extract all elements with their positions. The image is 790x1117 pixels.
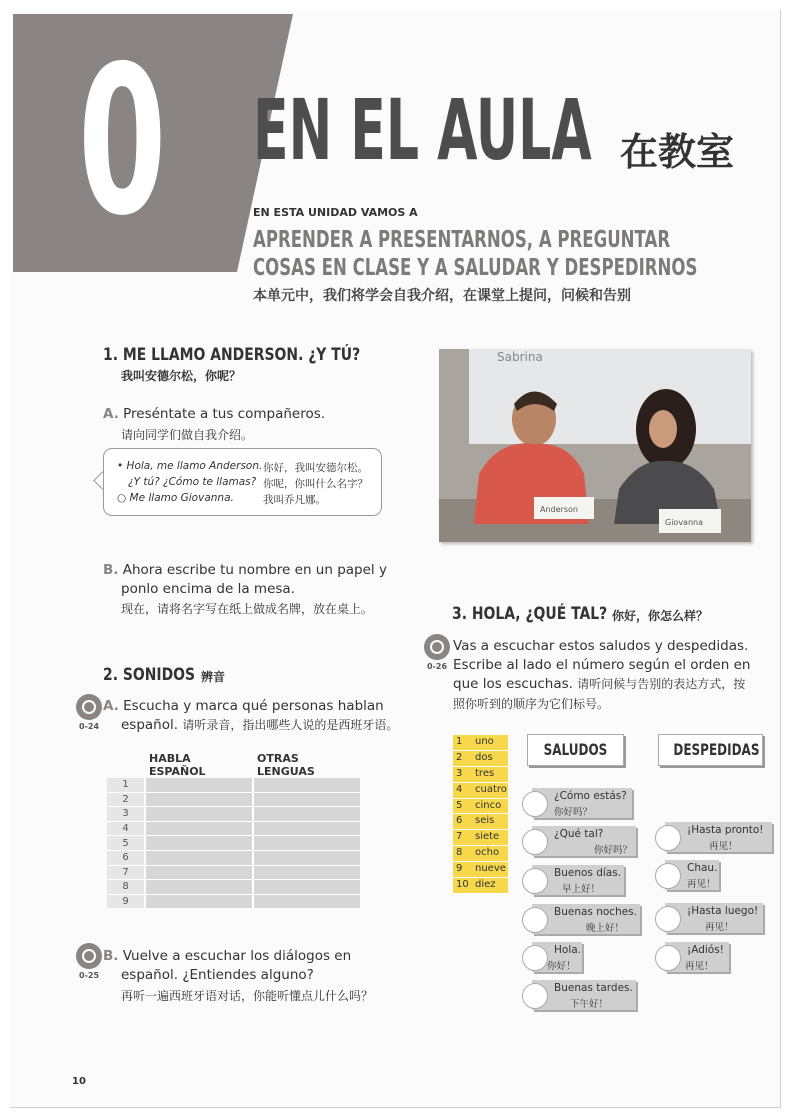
despedidas-card — [658, 734, 763, 766]
table-row — [107, 836, 360, 851]
number-digit: 1 — [456, 736, 463, 747]
audio-track-number: 0-26 — [427, 662, 448, 671]
section3-title-cn: 你好，你怎么样？ — [612, 609, 709, 623]
dialog-es: ¿Y tú? ¿Cómo te llamas? — [128, 476, 257, 488]
section3-text1: Vas a escuchar estos saludos y despedidas. — [453, 638, 749, 654]
dialog-zh-1: 你好，我叫安德尔松。 — [263, 462, 368, 474]
despedidas-title: DESPEDIDAS — [673, 740, 760, 759]
row-number: 1 — [107, 778, 145, 792]
section2-title-cn: 辨音 — [201, 670, 226, 684]
answer-cell[interactable] — [253, 792, 360, 807]
row-number: 6 — [107, 850, 145, 865]
dialog-line-3 — [117, 492, 234, 504]
answer-circle[interactable] — [655, 906, 681, 932]
table-row — [107, 865, 360, 880]
saludo-pill — [532, 904, 640, 934]
section2-a-line2 — [121, 716, 398, 735]
table-header-row — [107, 752, 360, 778]
answer-circle[interactable] — [522, 791, 548, 817]
dialog-zh-2: 你呢，你叫什么名字？ — [263, 478, 368, 490]
section2-b-text2: español. ¿Entiendes alguno? — [121, 967, 314, 983]
section1-b-cn: 现在，请将名字写在纸上做成名牌，放在桌上。 — [121, 602, 374, 616]
table-row — [107, 894, 360, 909]
table-row — [107, 807, 360, 822]
answer-cell[interactable] — [253, 894, 360, 909]
answer-cell[interactable] — [253, 880, 360, 895]
section2-b — [103, 947, 351, 966]
section2-a-text1: Escucha y marca qué personas hablan — [123, 698, 384, 714]
saludo-pill — [532, 865, 624, 895]
section1-title-cn: 我叫安德尔松，你呢？ — [121, 369, 242, 383]
answer-circle[interactable] — [522, 829, 548, 855]
number-list — [453, 735, 508, 894]
dialog-line-1 — [117, 460, 262, 472]
despedida-es: ¡Hasta luego! — [687, 905, 759, 917]
number-digit: 4 — [456, 783, 463, 795]
section3-text3-es: que los escuchas. — [453, 676, 573, 692]
answer-cell[interactable] — [145, 807, 253, 822]
despedida-pill — [665, 822, 772, 852]
row-number: 8 — [107, 880, 145, 895]
saludo-pill — [532, 826, 636, 856]
despedida-zh: 再见！ — [709, 841, 738, 852]
list-item — [453, 751, 508, 767]
board-text: Sabrina — [497, 350, 543, 364]
table-row — [107, 792, 360, 807]
number-digit: 5 — [456, 799, 463, 811]
section1-b-text2: ponlo encima de la mesa. — [121, 581, 295, 597]
audio-icon[interactable] — [424, 634, 450, 660]
saludo-zh: 你好吗？ — [554, 807, 593, 818]
answer-cell[interactable] — [145, 778, 253, 792]
table-row — [107, 778, 360, 792]
section1-b — [103, 561, 387, 580]
list-item — [453, 735, 508, 751]
answer-cell[interactable] — [253, 865, 360, 880]
list-item — [453, 878, 508, 894]
answer-cell[interactable] — [145, 865, 253, 880]
classroom-photo-illustration — [439, 349, 751, 542]
section2-a-text2: español. — [121, 717, 179, 733]
saludos-card — [527, 734, 624, 766]
despedida-zh: 再见！ — [687, 879, 716, 890]
number-word: tres — [475, 767, 495, 779]
section1-a — [103, 405, 325, 424]
intro-cn: 本单元中，我们将学会自我介绍，在课堂上提问，问候和告别 — [253, 288, 631, 304]
number-word: siete — [475, 831, 500, 843]
answer-cell[interactable] — [145, 836, 253, 851]
intro-objectives — [253, 226, 697, 282]
dialog-es: Hola, me llamo Anderson. — [126, 460, 263, 472]
number-word: seis — [475, 815, 495, 827]
saludo-es: ¿Cómo estás? — [554, 790, 627, 802]
section1-a-cn: 请向同学们做自我介绍。 — [121, 428, 254, 442]
answer-circle[interactable] — [522, 983, 548, 1009]
table-row — [107, 880, 360, 895]
audio-icon[interactable] — [76, 694, 102, 720]
bullet-hollow-icon: ○ — [117, 492, 127, 504]
classroom-photo — [439, 349, 751, 542]
row-number: 9 — [107, 894, 145, 909]
number-word: dos — [475, 751, 493, 763]
list-item — [453, 783, 508, 799]
letter-a: A. — [103, 406, 119, 422]
dialog-zh-3: 我叫乔凡娜。 — [263, 494, 326, 506]
number-digit: 2 — [456, 751, 463, 763]
unit-number: 0 — [78, 23, 167, 261]
intro-line-2: COSAS EN CLASE Y A SALUDAR Y DESPEDIRNOS — [253, 255, 698, 281]
number-word: nueve — [475, 863, 506, 875]
answer-cell[interactable] — [145, 821, 253, 836]
list-item — [453, 767, 508, 783]
section2-b-cn: 再听一遍西班牙语对话，你能听懂点儿什么吗？ — [121, 989, 374, 1003]
number-word: cuatro — [475, 783, 507, 795]
number-digit: 3 — [456, 767, 463, 779]
despedida-pill — [665, 903, 763, 933]
answer-cell[interactable] — [253, 850, 360, 865]
section3-text3-cn: 请听问候与告别的表达方式，按 — [577, 677, 746, 691]
number-word: diez — [475, 879, 496, 891]
answer-cell[interactable] — [253, 821, 360, 836]
despedida-pill — [665, 860, 719, 890]
answer-cell[interactable] — [145, 792, 253, 807]
audio-icon[interactable] — [76, 943, 102, 969]
list-item — [453, 814, 508, 830]
table-row — [107, 821, 360, 836]
section2-title: 2. SONIDOS — [103, 665, 196, 685]
letter-b: B. — [103, 948, 119, 964]
bullet-filled-icon: • — [117, 460, 124, 472]
unit-title: EN EL AULA — [253, 81, 592, 179]
answer-circle[interactable] — [522, 907, 548, 933]
saludo-es: Buenas tardes. — [554, 982, 633, 994]
saludo-pill — [532, 980, 636, 1010]
saludo-zh: 你好！ — [547, 961, 576, 972]
name-card-left: Anderson — [540, 505, 578, 514]
row-number: 2 — [107, 792, 145, 807]
despedida-es: ¡Hasta pronto! — [687, 824, 764, 836]
number-digit: 8 — [456, 847, 463, 859]
saludo-pill — [532, 788, 632, 818]
answer-cell[interactable] — [145, 880, 253, 895]
saludo-es: Buenos días. — [554, 867, 622, 879]
section3-line3 — [453, 675, 745, 694]
saludos-title: SALUDOS — [543, 740, 608, 759]
saludo-zh: 晚上好！ — [586, 923, 625, 934]
number-word: cinco — [475, 799, 502, 811]
despedida-pill — [665, 942, 729, 972]
list-item — [453, 862, 508, 878]
section1-a-text: Preséntate a tus compañeros. — [123, 406, 326, 422]
table-header-otras-lenguas: OTRAS LENGUAS — [257, 752, 315, 778]
page-number: 10 — [72, 1076, 86, 1087]
letter-a: A. — [103, 698, 119, 714]
section3-text4-cn: 照你听到的顺序为它们标号。 — [453, 697, 610, 711]
intro-line-1: APRENDER A PRESENTARNOS, A PREGUNTAR — [253, 227, 671, 253]
table-header-habla-espanol: HABLA ESPAÑOL — [149, 752, 206, 778]
list-item — [453, 846, 508, 862]
number-digit: 6 — [456, 815, 463, 827]
saludo-zh: 早上好！ — [562, 884, 601, 895]
intro-small: EN ESTA UNIDAD VAMOS A — [253, 206, 418, 219]
row-number: 3 — [107, 807, 145, 822]
dialog-line-2 — [128, 476, 256, 488]
number-digit: 10 — [456, 879, 469, 891]
table-row — [107, 850, 360, 865]
answer-circle[interactable] — [655, 945, 681, 971]
answer-circle[interactable] — [655, 825, 681, 851]
saludo-es: ¿Qué tal? — [554, 828, 604, 840]
number-digit: 7 — [456, 831, 463, 843]
section2-a — [103, 697, 384, 716]
saludo-es: Hola. — [554, 944, 582, 956]
name-card-right: Giovanna — [665, 518, 703, 527]
section1-b-text1: Ahora escribe tu nombre en un papel y — [122, 562, 387, 578]
number-word: uno — [475, 736, 494, 747]
despedida-es: Chau. — [687, 862, 718, 874]
answer-circle[interactable] — [655, 863, 681, 889]
answer-circle[interactable] — [522, 945, 548, 971]
row-number: 7 — [107, 865, 145, 880]
unit-title-cn: 在教室 — [620, 130, 735, 174]
list-item — [453, 830, 508, 846]
section2-b-text1: Vuelve a escuchar los diálogos en — [122, 948, 352, 964]
despedida-zh: 再见！ — [705, 922, 734, 933]
saludo-pill — [532, 942, 582, 972]
section1-title: 1. ME LLAMO ANDERSON. ¿Y TÚ? — [103, 345, 361, 365]
dialog-es: Me llamo Giovanna. — [129, 492, 234, 504]
answer-cell[interactable] — [145, 850, 253, 865]
section3-title: 3. HOLA, ¿QUÉ TAL? — [452, 604, 608, 624]
answer-cell[interactable] — [253, 778, 360, 792]
row-number: 5 — [107, 836, 145, 851]
sonidos-table — [107, 752, 360, 909]
despedida-es: ¡Adiós! — [687, 944, 724, 956]
audio-track-number: 0-25 — [79, 971, 100, 980]
section3-text2: Escribe al lado el número según el orden en — [453, 657, 751, 673]
section2-a-cn: 请听录音，指出哪些人说的是西班牙语。 — [182, 718, 399, 732]
saludo-zh: 下午好！ — [570, 999, 609, 1010]
answer-cell[interactable] — [253, 807, 360, 822]
number-word: ocho — [475, 847, 500, 859]
despedida-zh: 再见！ — [685, 961, 714, 972]
saludo-zh: 你好吗？ — [594, 845, 633, 856]
number-digit: 9 — [456, 863, 463, 875]
row-number: 4 — [107, 821, 145, 836]
table-header-empty — [107, 752, 145, 778]
answer-cell[interactable] — [253, 836, 360, 851]
letter-b: B. — [103, 562, 119, 578]
answer-circle[interactable] — [522, 868, 548, 894]
saludo-es: Buenas noches. — [554, 906, 637, 918]
answer-cell[interactable] — [145, 894, 253, 909]
audio-track-number: 0-24 — [79, 722, 100, 731]
list-item — [453, 799, 508, 815]
